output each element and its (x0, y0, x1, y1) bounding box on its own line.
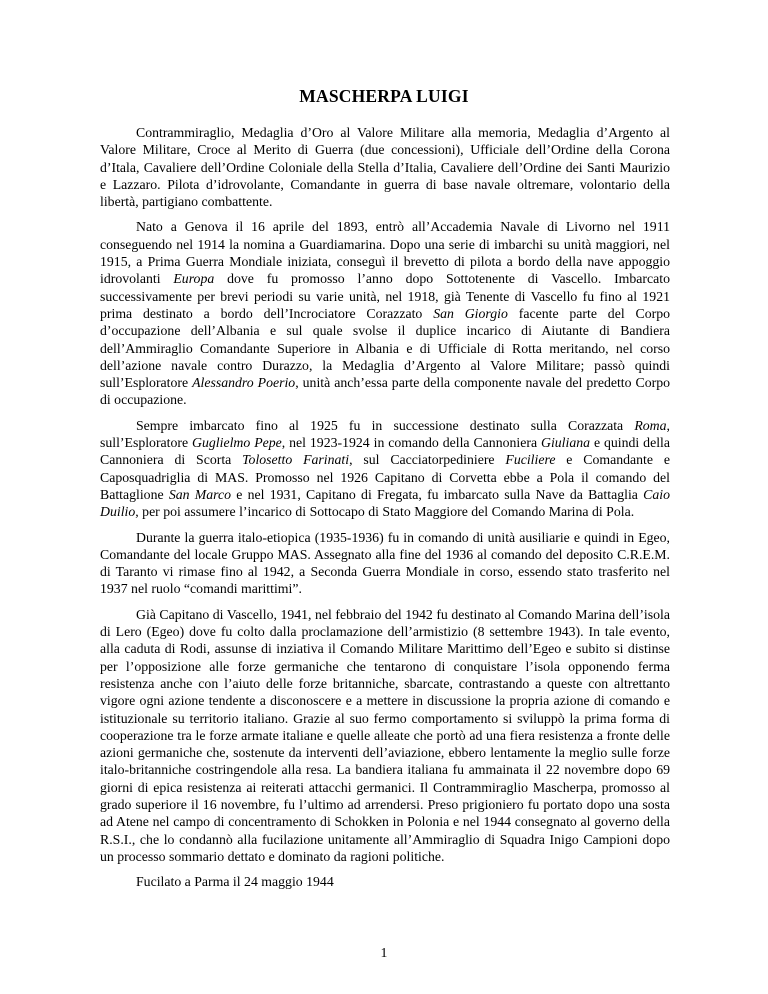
italic-name: Alessandro Poerio (192, 375, 296, 391)
paragraph-text: , nel 1923-1924 in comando della Cannoniera (281, 435, 541, 451)
paragraph-text: Già Capitano di Vascello, 1941, nel febbraio del 1942 fu destinato al Comando Marina dell’isola di Lero (Egeo) dove fu colto dalla proclamazione dell’armistizio (8 settembre 1943). In tale evento, alla caduta di Rodi, assunse di inziativa il Comando Militare Marittimo dell’Egeo e subito si distinse per l’opposizione alle forze germaniche che tentarono di conquistare l’isola opponendo ferma resistenza anche con l’aiuto delle forze britanniche, sbarcate, contrastando a queste con altrettanto vigore ogni azione tendente a disconoscere e a mettere in discussione la propria azione di comando e istituzionale su territorio italiano. Grazie al suo fermo comportamento si sviluppò la prima forma di cooperazione tra le forze armate italiane e quelle alleate che portò ad una fiera resistenza a fronte delle azioni germaniche che, sostenute da interventi dell’aviazione, ebbero lentamente la meglio sulle forze italo-britanniche costringendole alla resa. La bandiera italiana fu ammainata il 22 novembre dopo 69 giorni di epica resistenza ai reiterati attacchi germanici. Il Contrammiraglio Mascherpa, promosso al grado superiore il 16 novembre, fu l’ultimo ad arrendersi. Preso prigioniero fu portato dopo una sosta ad Atene nel campo di concentramento di Schokken in Polonia e nel 1944 consegnato al governo della R.S.I., che lo condannò alla fucilazione unitamente all’Ammiraglio di Squadra Inigo Campioni dopo un processo sommario dettato e dominato da ragioni politiche. (100, 606, 670, 864)
italic-name: Europa (173, 271, 215, 287)
paragraph-text: dove fu promosso l’anno dopo Sottotenente di Vascello. Imbarcato successivamente per brevi periodi su varie unità, nel 1918, già Tenente di Vascello fu fino al 1921 prima destinato a bordo dell’Incrociatore Corazzato (100, 271, 671, 321)
page-title: MASCHERPA LUIGI (299, 86, 469, 106)
italic-name: San Marco (168, 486, 232, 502)
paragraph-text: Sempre imbarcato fino al 1925 fu in successione destinato sulla Corazzata (136, 417, 635, 433)
paragraph-text: e Comandante e Caposquadriglia di MAS. Promosso nel 1926 Capitano di Corvetta ebbe a Pola il comando del Battaglione (100, 452, 670, 502)
document-body (100, 124, 670, 898)
paragraph-text: e nel 1931, Capitano di Fregata, fu imbarcato sulla Nave da Battaglia (231, 486, 644, 502)
italic-name: Roma (634, 417, 667, 433)
paragraph (100, 529, 670, 598)
closing-line: Fucilato a Parma il 24 maggio 1944 (136, 874, 334, 890)
paragraph (100, 606, 670, 865)
italic-name: Fuciliere (505, 452, 556, 468)
italic-name: Caio Duilio (100, 486, 670, 520)
paragraph-text: , per poi assumere l’incarico di Sottocapo di Stato Maggiore del Comando Marina di Pola. (135, 504, 635, 520)
paragraph-text: e quindi della Cannoniera di Scorta (100, 435, 670, 468)
paragraph-text: , unità anch’essa parte della componente navale del predetto Corpo di occupazione. (100, 375, 671, 408)
italic-name: Guglielmo Pepe (192, 435, 282, 451)
page-number: 1 (380, 945, 388, 960)
paragraph-text: , sul Cacciatorpediniere (349, 452, 506, 468)
paragraph (100, 417, 670, 521)
italic-name: Giuliana (540, 435, 591, 451)
italic-name: San Giorgio (433, 305, 508, 321)
paragraph-text: facente parte del Corpo d’occupazione dell’Albania e sul quale svolse il duplice incarico di Aiutante di Bandiera dell’Ammiraglio Comandante Superiore in Albania e di Ufficiale di Rotta meritando, nel corso dell’azione navale contro Durazzo, la Medaglia d’Argento al Valore Militare; passò quindi sull’Esploratore (100, 305, 670, 391)
paragraph-text: Nato a Genova il 16 aprile del 1893, entrò all’Accademia Navale di Livorno nel 1911 conseguendo nel 1914 la nomina a Guardiamarina. Dopo una serie di imbarchi su unità maggiori, nel 1915, a Prima Guerra Mondiale iniziata, conseguì il brevetto di pilota a bordo della nave appoggio idrovolanti (100, 219, 670, 287)
italic-name: Tolosetto Farinati (242, 452, 350, 468)
paragraph-text: Contrammiraglio, Medaglia d’Oro al Valore Militare alla memoria, Medaglia d’Argento al Valore Militare, Croce al Merito di Guerra (due concessioni), Ufficiale dell’Ordine della Corona d’Itala, Cavaliere dell’Ordine Coloniale della Stella d’Italia, Cavaliere dell’Ordine dei Santi Maurizio e Lazzaro. Pilota d’idrovolante, Comandante in guerra di base navale oltremare, volontario della libertà, partigiano combattente. (100, 125, 670, 210)
paragraph (100, 218, 670, 408)
paragraph (100, 124, 670, 210)
paragraph-text: , sull’Esploratore (100, 417, 670, 451)
paragraph-text: Durante la guerra italo-etiopica (1935-1936) fu in comando di unità ausiliarie e quindi in Egeo, Comandante del locale Gruppo MAS. Assegnato alla fine del 1936 al comando del deposito C.R.E.M. di Taranto vi rimase fino al 1942, a Seconda Guerra Mondiale in corso, essendo stato trasferito nel 1937 nel ruolo “comandi marittimi”. (100, 529, 670, 597)
